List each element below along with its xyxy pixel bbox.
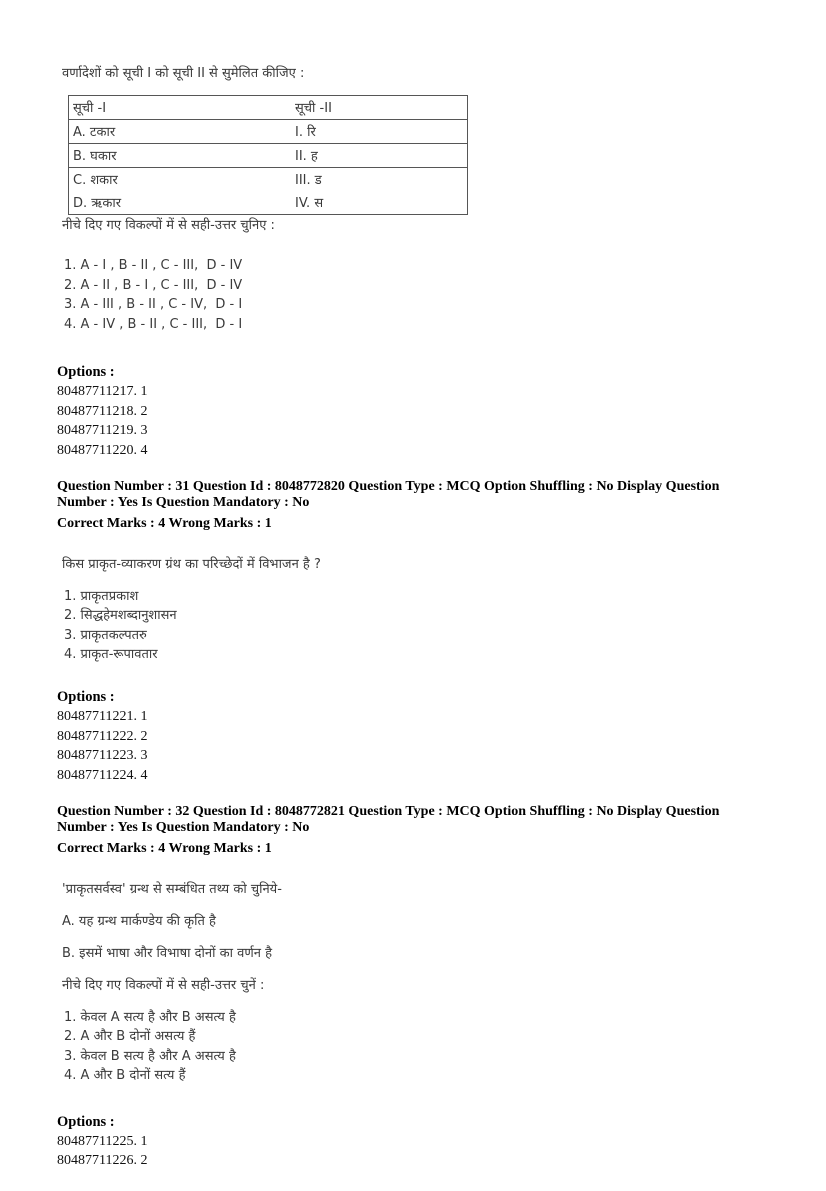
q32-header: Question Number : 32 Question Id : 8048772821 Question Type : MCQ Option Shuffling : No Display Question Number : Yes Is Question Mandatory : No [57, 803, 720, 836]
q31-option-ids [57, 707, 771, 786]
choice-item: 3. प्राकृतकल्पतरु [64, 627, 147, 643]
option-id-row: 80487711222. 2 [57, 728, 148, 744]
table-row: C. शकार III. ड [69, 168, 468, 192]
list1-header-cell: सूची -I [69, 96, 292, 120]
q31-marks: Correct Marks : 4 Wrong Marks : 1 [57, 515, 272, 531]
q30-option-ids [57, 382, 771, 461]
q32-statement-b: B. इसमें भाषा और विभाषा दोनों का वर्णन है [62, 945, 272, 961]
choice-item: 1. प्राकृतप्रकाश [64, 588, 139, 604]
table-row: D. ऋकार IV. स [69, 191, 468, 215]
choice-item: 2. A - II , B - I , C - III, D - IV [64, 277, 243, 293]
option-id-row: 80487711220. 4 [57, 443, 148, 459]
q31-body-text: किस प्राकृत-व्याकरण ग्रंथ का परिच्छेदों में विभाजन है ? [62, 556, 321, 572]
option-id-row: 80487711223. 3 [57, 748, 148, 764]
q30-choice-list [64, 256, 771, 334]
option-id-row: 80487711225. 1 [57, 1133, 148, 1149]
q32-choice-list [64, 1008, 771, 1086]
q32-option-ids [57, 1132, 771, 1171]
choice-item: 3. A - III , B - II , C - IV, D - I [64, 297, 243, 312]
option-id-row: 80487711217. 1 [57, 384, 148, 399]
choice-item: 4. A और B दोनों सत्य हैं [64, 1068, 186, 1084]
choice-item: 4. प्राकृत-रूपावतार [64, 647, 158, 663]
q30-options-label: Options : [57, 364, 115, 380]
option-id-row: 80487711219. 3 [57, 423, 148, 439]
q31-options-label: Options : [57, 688, 115, 705]
table-row: A. टकार I. रि [69, 120, 468, 144]
q32-statement-a: A. यह ग्रन्थ मार्कण्डेय की कृति है [62, 913, 216, 929]
choice-item: 3. केवल B सत्य है और A असत्य है [64, 1048, 236, 1064]
table-row: B. घकार II. ह [69, 144, 468, 168]
list2-header-cell: सूची -II [291, 96, 468, 120]
choice-item: 2. A और B दोनों असत्य हैं [64, 1029, 196, 1045]
option-id-row: 80487711221. 1 [57, 708, 148, 724]
choice-item: 4. A - IV , B - II , C - III, D - I [64, 316, 243, 332]
q30-instruction-text: नीचे दिए गए विकल्पों में से सही-उत्तर चुनिए : [62, 218, 275, 233]
choice-item: 1. A - I , B - II , C - III, D - IV [64, 258, 243, 273]
q30-intro-text: वर्णादेशों को सूची I को सूची II से सुमेलित कीजिए : [62, 66, 305, 81]
q31-choice-list [64, 587, 771, 665]
choice-item: 2. सिद्धहेमशब्दानुशासन [64, 608, 177, 624]
match-list-table [68, 95, 468, 215]
option-id-row: 80487711224. 4 [57, 767, 148, 783]
table-header-row [69, 96, 468, 120]
q32-instruction-text: नीचे दिए गए विकल्पों में से सही-उत्तर चुनें : [62, 977, 265, 993]
choice-item: 1. केवल A सत्य है और B असत्य है [64, 1009, 236, 1025]
q32-marks: Correct Marks : 4 Wrong Marks : 1 [57, 840, 272, 856]
q31-header: Question Number : 31 Question Id : 8048772820 Question Type : MCQ Option Shuffling : No Display Question Number : Yes Is Question Mandatory : No [57, 478, 720, 511]
q32-options-label: Options : [57, 1113, 115, 1130]
option-id-row: 80487711226. 2 [57, 1153, 148, 1169]
option-id-row: 80487711218. 2 [57, 403, 148, 419]
q32-intro-text: 'प्राकृतसर्वस्व' ग्रन्थ से सम्बंधित तथ्य को चुनिये- [62, 881, 282, 897]
